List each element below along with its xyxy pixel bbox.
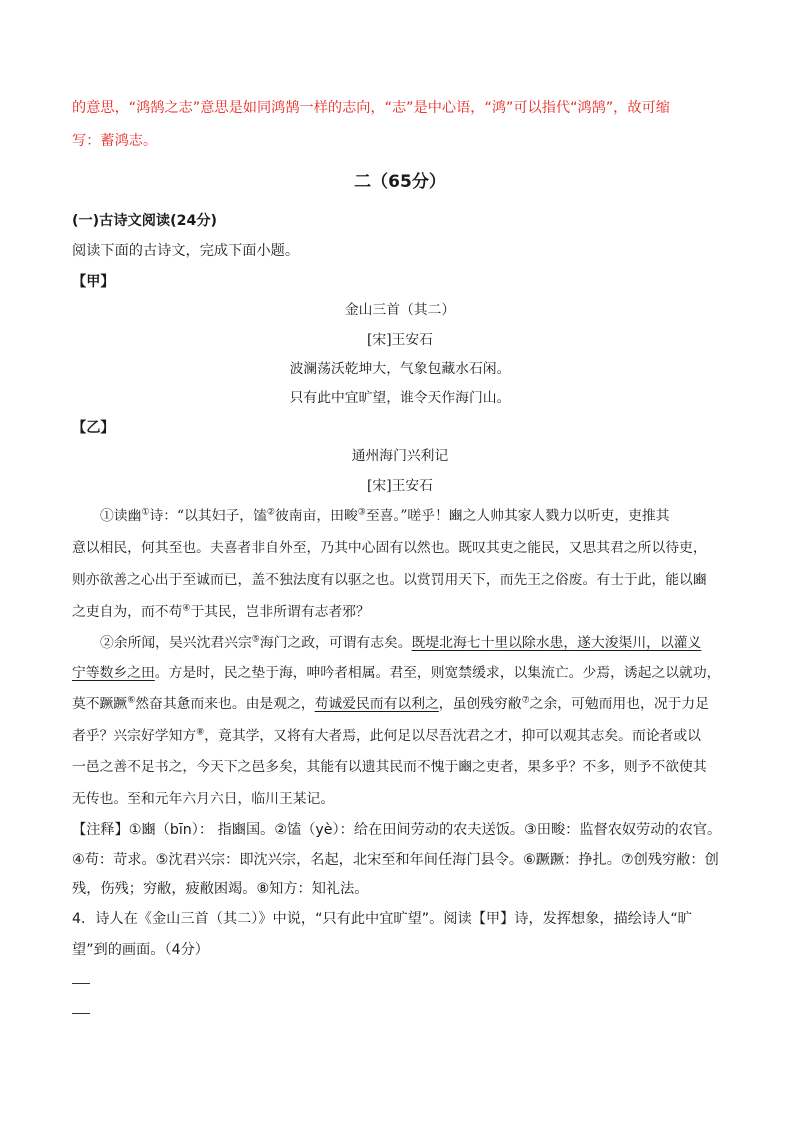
poem-author: [宋]王安石	[367, 332, 433, 348]
poem-title: 金山三首（其二）	[344, 302, 456, 318]
essay-p2-line-5: 一邑之善不足书之，今天下之邑多矣，其能有以遗其民而不愧于豳之吏者，果多乎？不多，则予不欲使其	[72, 759, 707, 775]
poem-line-2: 只有此中宜旷望，谁令天作海门山。	[289, 390, 511, 406]
subsection-title: (一)古诗文阅读(24分)	[72, 213, 217, 229]
essay-p1-line-4: 之吏自为，而不苟④于其民，岂非所谓有志者邪？	[72, 603, 370, 620]
essay-p1-line-1: ①读幽①诗：“以其妇子，馌②彼南亩，田畯③至喜。”嗟乎！豳之人帅其家人戮力以听吏，吏推其	[100, 507, 670, 524]
essay-p2-line-2: 宁等数乡之田。方是时，民之垫于海，呻吟者相属。君至，则宽禁缓求，以集流亡。少焉，诱起之以就功，	[72, 665, 721, 681]
answer-line-2[interactable]	[72, 1013, 90, 1014]
essay-p2-line-6: 无传也。至和元年六月六日，临川王某记。	[72, 791, 335, 807]
part-a-label: 【甲】	[72, 274, 115, 290]
essay-p1-line-2: 意以相民，何其至也。夫喜者非自外至，乃其中心固有以然也。既叹其吏之能民，又思其君之所以待吏，	[72, 540, 707, 556]
essay-title: 通州海门兴利记	[351, 448, 449, 464]
notes-line-2: ④苟：苛求。⑤沈君兴宗：即沈兴宗，名起，北宋至和年间任海门县令。⑥蹶蹶：挣扎。⑦创残穷敝：创	[72, 852, 719, 868]
underlined-sentence-1-cont: 宁等数乡之田	[72, 665, 155, 681]
answer-note-line-1: 的意思，“鸿鹄之志”意思是如同鸿鹄一样的志向，“志”是中心语，“鸿”可以指代“鸿鹄”，故可缩	[72, 100, 670, 116]
underlined-sentence-1: 既堤北海七十里以除水患，遂大浚渠川，以灌义	[411, 635, 702, 651]
section-title: 二（65分）	[354, 172, 446, 192]
essay-author: [宋]王安石	[367, 478, 433, 494]
question-line-1: 4．诗人在《金山三首（其二）》中说，“只有此中宜旷望”。阅读【甲】诗，发挥想象，描绘诗人“旷	[72, 911, 692, 927]
part-b-label: 【乙】	[72, 420, 115, 436]
question-line-2: 望”到的画面。（4分）	[72, 942, 209, 958]
essay-p2-line-1: ②余所闻，吴兴沈君兴宗⑤海门之政，可谓有志矣。既堤北海七十里以除水患，遂大浚渠川，以灌义	[100, 634, 702, 651]
answer-line-1[interactable]	[72, 983, 90, 984]
notes-line-3: 残，伤残；穷敝，疲敝困竭。⑧知方：知礼法。	[72, 881, 369, 897]
underlined-sentence-2: 苟诚爱民而有以利之	[314, 696, 439, 712]
essay-p1-line-3: 则亦欲善之心出于至诚而已，盖不独法度有以驱之也。以赏罚用天下，而先王之俗废。有士于此，能以豳	[72, 572, 707, 588]
essay-p2-line-3: 莫不蹶蹶⑥然奋其惫而来也。由是观之，苟诚爱民而有以利之，虽创残穷敝⑦之余，可勉而用也，况于力足	[72, 695, 710, 712]
poem-line-1: 波澜荡沃乾坤大，气象包藏水石闲。	[289, 361, 511, 377]
notes-line-1: 【注释】①豳（bīn）： 指豳国。②馌（yè）：给在田间劳动的农夫送饭。③田畯：监督农奴劳动的农官。	[72, 822, 722, 838]
instruction: 阅读下面的古诗文，完成下面小题。	[72, 243, 300, 259]
answer-note-line-2: 写：蓄鸿志。	[72, 133, 158, 149]
essay-p2-line-4: 者乎？兴宗好学知方⑧，竟其学，又将有大者焉，此何足以尽吾沈君之才，抑可以观其志矣。而论者或以	[72, 727, 701, 744]
